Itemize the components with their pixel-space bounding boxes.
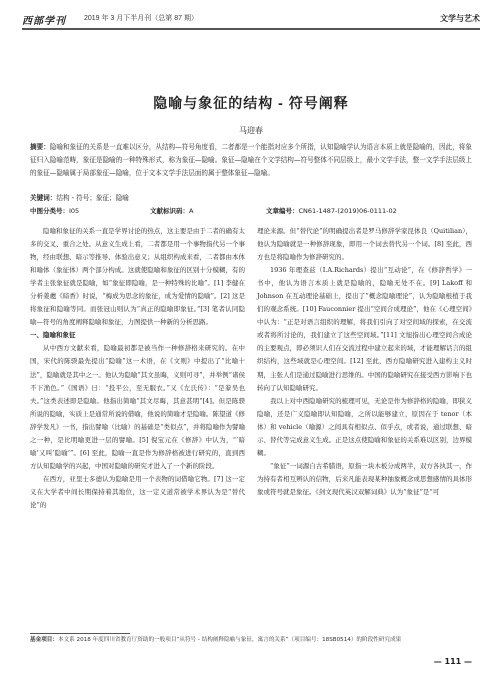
keywords <box>30 192 129 202</box>
body-paragraph: 隐喻和象征的关系一直是学界讨论的热点，这主要是由于二者的确有太多的交叉、重合之处。从意义生成上看，二者都是用一个事物指代另一个事物，经由联想、暗示等推导、体验出意义；从组织构成来看，二者都由本体和喻体（象征体）两个部分构成。这就使隐喻和象征的区别十分模糊，有的学者主张象征就是隐喻，如“象征即隐喻，是一种特殊的比喻”。[1] 李健在分析姜夔《暗香》时说，“梅成为思念的象征，成为爱情的隐喻”。[2] 这是将象征和隐喻等同。而张冠山则认为“真正的隐喻即象征。”[3] 笔者认同隐喻—符号的角度阐释隐喻和象征，力图提供一种新的分析思路。 <box>30 227 245 327</box>
keywords-text: 结构 - 符号；象征；隐喻 <box>56 194 129 202</box>
body-paragraph: “象征”一词源自古希腊语，原指一块木板分成两半，双方各执其一，作为持有者相互辨认的信物，后来凡能表现某种抽象概念或思想感情的具体形象或符号就是象征。《剑文现代英汉双解词典》认为“象征”是“可 <box>257 461 472 496</box>
page-number: — 111 — <box>433 657 472 666</box>
clc-value: I05 <box>69 207 80 215</box>
body-paragraph: 从中西方文献来看，隐喻最初都是被当作一种修辞格来研究的。在中国，宋代的陈骙最先提出“隐喻”这一术语，在《文则》中提出了“比喻十法”，隐喻就是其中之一。他认为隐喻“其文虽晦，义则可寻”，并举例“诸侯不下渔色。”《国语》曰：“投平公，至无服衣。”又《左氏传》：“是豢吴也夫。”这类表述即是隐喻。他指出简喻“其文尽晦，其意甚明”[4]。但是陈骙所说的隐喻，实质上是通常所说的借喻，他说的简喻才是隐喻。陈望道《修辞学发凡》一书，指出譬喻（比喻）的基础是“类似点”，并将隐喻作为譬喻之一种，是比明喻更进一层的譬喻。[5] 倪宝元在《修辞》中认为，“‘暗喻’又叫‘隐喻’”。[6] 至此，隐喻一直是作为修辞格被进行研究的，直到西方认知隐喻学的兴起，中国对隐喻的研究才进入了一个新的阶段。 <box>30 344 245 470</box>
body-paragraph: 在西方，亚里士多德认为隐喻是用一个表物的词借喻它物。[7] 这一定义在大学者中间长期保持着其地位，这一定义道常被学术界认为是“替代论”的 <box>30 474 245 509</box>
clc-code <box>30 206 79 215</box>
body-column-right <box>257 225 472 499</box>
article-number-value: CN61-1487-(2019)06-0111-02 <box>298 207 397 215</box>
footnote-label: 基金项目： <box>30 637 58 643</box>
keywords-label: 关键词： <box>30 194 57 202</box>
footnote-divider <box>30 633 130 634</box>
journal-name: 西部学刊 <box>22 16 66 27</box>
body-paragraph: 1936 年理查兹（I.A.Richards）提出“互动论”，在《修辞哲学》一书中，他认为语言本质上就是隐喻的，隐喻无处不在。[9] Lakoff 和 Johnson 在互动理论基础上，提出了“概念隐喻理论”，认为隐喻根植于我们的观念系统。[10] Fauconnier 提出“空间合成理论”，他在《心理空间》中认为：“正是对语言组织的理解，将我们引向了对空间域的探索，在交流或者将所讨论的，我们建立了这些空间域。”[11] 文旭指出心理空间合成论的主要观点，即必须识人们在交流过程中建立起来的域，才能理解话言的组织结构，这些域就是心理空间。[12] 至此，西方隐喻研究进入建构主义时期，主张人们是通过隐喻进行思维的。中国的隐喻研究在接受西方影响下也转向了认知隐喻研究。 <box>257 266 472 392</box>
header-divider <box>22 28 480 30</box>
clc-label: 中图分类号： <box>30 207 69 215</box>
document-code-value: A <box>189 207 194 215</box>
document-code <box>150 206 193 215</box>
article-number-label: 文章编号： <box>266 207 299 215</box>
footnote-text: 本文系 2018 年度四川省教育厅资助的一般项目“从符号 - 结构阐释隐喻与象征，寓言的关系”（项目编号：18SB0514）的阶段性研究成果 <box>57 637 402 643</box>
section-name: 文学与艺术 <box>440 14 480 23</box>
section-heading: 一、隐喻和象征 <box>30 331 76 340</box>
body-paragraph: 我以上对中西隐喻研究的梳理可见，无论是作为修辞格的隐喻，即狭义隐喻，还是广义隐喻即认知隐喻，之所以能够建立，原因在于 tenor（本体）和 vehicle（喻源）之间具有相似点、似乎点，或者说，通过联想、暗示、替代等完成意义生成。正是这点使隐喻和象征的关系难以区别，边界模糊。 <box>257 396 472 457</box>
funding-footnote <box>30 636 442 644</box>
classification-codes <box>30 206 472 218</box>
body-column-left <box>30 225 245 512</box>
issue-info: 2019 年 3 月下半月刊（总第 87 期） <box>84 15 198 22</box>
body-paragraph: 理论来源。但“替代论”的明确提出者是罗马修辞学家昆体良（Quitilian），他认为隐喻就是一种修辞现象，即用一个词去替代另一个词。[8] 至此，西方也是将隐喻作为修辞研究的。 <box>257 227 472 262</box>
article-author: 马迎春 <box>239 126 263 135</box>
article-title: 隐喻与象征的结构 - 符号阐释 <box>153 95 349 111</box>
article-number <box>266 206 397 215</box>
document-code-label: 文献标识码： <box>150 207 189 215</box>
abstract <box>30 141 472 180</box>
running-header <box>22 10 480 30</box>
abstract-label: 摘要： <box>30 143 50 151</box>
abstract-text: 隐喻和象征的关系是一直难以区分，从结构—符号角度看，二者都是一个能指对应多个所指，认知隐喻学认为语言本质上就是隐喻的，因此，将象征归入隐喻范畴，象征是隐喻的一种特殊形式，称为象征—隐喻。象征—隐喻在个文学结构—符号整体不同层级上，最小文学手法，整一文学手法层级上的象征—隐喻属于局部象征—隐喻，位于文本文学手法层面的属于整体象征—隐喻。 <box>30 143 473 177</box>
